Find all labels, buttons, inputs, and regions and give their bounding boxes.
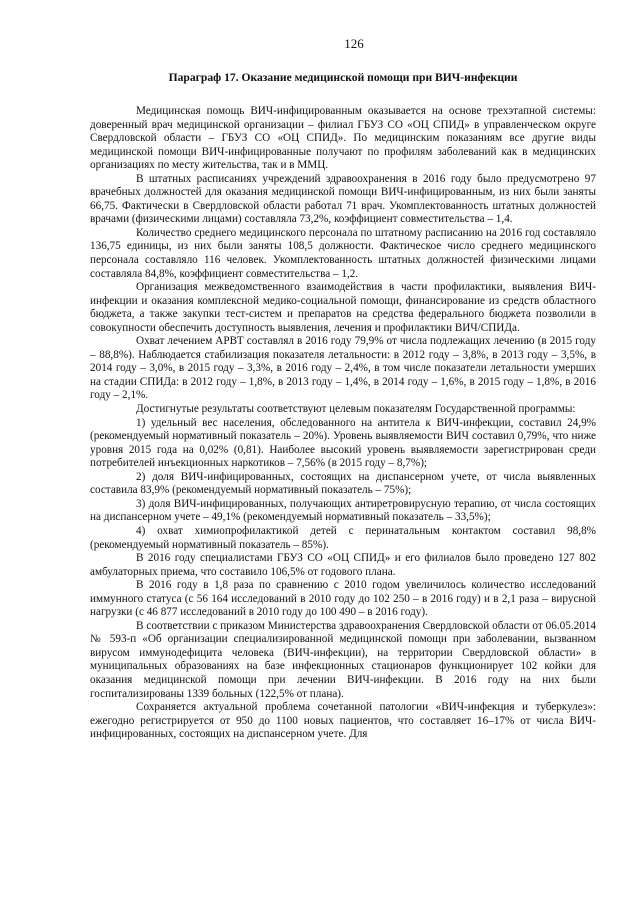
paragraph-hiv-tuberculosis: Сохраняется актуальной проблема сочетанной патологии «ВИЧ-инфекция и туберкулез»: ежегодно регистрируется от 950 до 1100 новых пациентов, что составляет 16–17% от числа ВИЧ-инфицированных, состоящих на диспансерном учете. Для [90,701,596,741]
paragraph-results-intro: Достигнутые результаты соответствуют целевым показателям Государственной программы: [136,403,576,416]
list-item-1: 1) удельный вес населения, обследованного на антитела к ВИЧ-инфекции, составил 24,9% (рекомендуемый нормативный показатель – 20%). Уровень выявляемости ВИЧ составил 0,79%, что ниже уровня 2015 года на 0,02% (0,81). Наиболее высокий уровень выявляемости зарегистрирован среди потребителей инъекционных наркотиков – 7,56% (в 2015 году – 8,7%); [90,416,596,470]
paragraph-doctor-staffing: В штатных расписаниях учреждений здравоохранения в 2016 году было предусмотрено 97 врачебных должностей для оказания медицинской помощи ВИЧ-инфицированным, из них были заняты 66,75. Фактически в Свердловской области работал 71 врач. Укомплектованность штатных должностей врачами (физическими лицами) составляла 73,2%, коэффициент совместительства – 1,4. [90,172,596,226]
paragraph-immune-status-tests: В 2016 году в 1,8 раза по сравнению с 2010 годом увеличилось количество исследований иммунного статуса (с 56 164 исследований в 2010 году до 102 250 – в 2016 году) и в 2,1 раза – вирусной нагрузки (с 46 877 исследований в 2010 году до 100 490 – в 2016 году). [90,579,596,619]
paragraph-interagency-cooperation: Организация межведомственного взаимодействия в части профилактики, выявления ВИЧ-инфекции и оказания комплексной медико-социальной помощи, финансирование из средств областного бюджета, а также закупки тест-систем и препаратов на средства федерального бюджета позволили в совокупности обеспечить доступность выявления, лечения и профилактики ВИЧ/СПИДа. [90,281,596,334]
list-item-3: 3) доля ВИЧ-инфицированных, получающих антиретровирусную терапию, от числа состоящих на диспансерном учете – 49,1% (рекомендуемый нормативный показатель – 33,5%); [90,497,596,524]
list-item-2: 2) доля ВИЧ-инфицированных, состоящих на диспансерном учете, от числа выявленных составила 83,9% (рекомендуемый нормативный показатель – 75%); [90,470,596,497]
paragraph-ministry-order: В соответствии с приказом Министерства здравоохранения Свердловской области от 06.05.2014 № 593-п «Об организации специализированной медицинской помощи при заболевании, вызванном вирусом иммунодефицита человека (ВИЧ-инфекции), на территории Свердловской области» в муниципальных образованиях на базе инфекционных стационаров функционирует 102 койки для оказания медицинской помощи при лечении ВИЧ-инфекции. В 2016 году на них были госпитализированы 1339 больных (122,5% от плана). [90,619,596,700]
section-heading: Параграф 17. Оказание медицинской помощи при ВИЧ-инфекции [168,71,518,84]
paragraph-nurse-staffing: Количество среднего медицинского персонала по штатному расписанию на 2016 год составляло 136,75 единицы, из них были заняты 108,5 должности. Фактическое число среднего медицинского персонала составляло 116 человек. Укомплектованность штатных должностей физическими лицами составляла 84,8%, коэффициент совместительства – 1,2. [90,226,596,280]
paragraph-outpatient-visits: В 2016 году специалистами ГБУЗ СО «ОЦ СПИД» и его филиалов было проведено 127 802 амбулаторных приема, что составило 106,5% от годового плана. [90,552,596,578]
paragraph-art-coverage: Охват лечением АРВТ составлял в 2016 году 79,9% от числа подлежащих лечению (в 2015 году – 88,8%). Наблюдается стабилизация показателя летальности: в 2012 году – 3,8%, в 2013 году – 3,5%, в 2014 году – 3,0%, в 2015 году – 3,3%, в 2016 году – 2,4%, в том числе показатели летальности умерших на стадии СПИДа: в 2012 году – 1,8%, в 2013 году – 1,4%, в 2014 году – 1,6%, в 2015 году – 1,8%, в 2016 году – 2,1%. [90,335,596,402]
paragraph-medical-care-system: Медицинская помощь ВИЧ-инфицированным оказывается на основе трехэтапной системы: доверенный врач медицинской организации – филиал ГБУЗ СО «ОЦ СПИД» в управленческом округе Свердловской области – ГБУЗ СО «ОЦ СПИД». По медицинским показаниям все другие виды медицинской помощи ВИЧ-инфицированные получают по профилям заболеваний как в медицинских организациях по месту жительства, так и в ММЦ. [90,105,596,172]
list-item-4: 4) охват химиопрофилактикой детей с перинатальным контактом составил 98,8% (рекомендуемый нормативный показатель – 85%). [90,524,596,551]
page-number: 126 [344,36,364,51]
